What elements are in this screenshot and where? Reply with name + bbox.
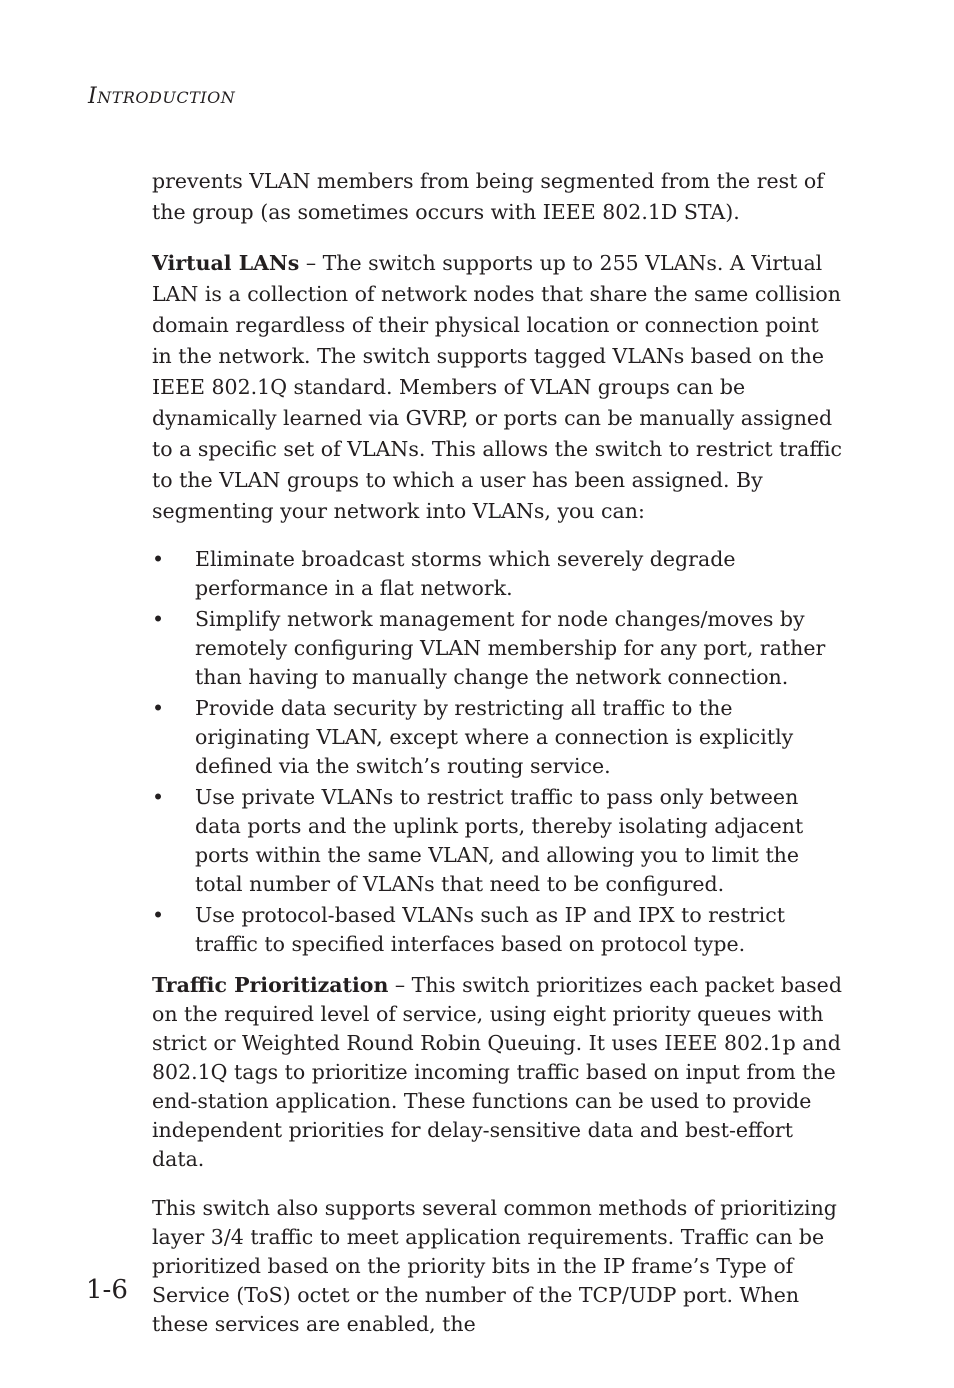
header-initial: I <box>88 84 98 109</box>
vlan-description: – The switch supports up to 255 VLANs. A Virtual LAN is a collection of network nodes that share the same collision domain regardless of their physical location or connection point in the network. The switch supports tagged VLANs based on the IEEE 802.1Q standard. Members of VLAN groups can be dynamically learned via GVRP, or ports can be manually assigned to a specific set of VLANs. This allows the switch to restrict traffic to the VLAN groups to which a user has been assigned. By segmenting your network into VLANs, you can: <box>152 251 843 523</box>
list-item <box>152 605 844 692</box>
vlan-benefits-list <box>152 545 844 959</box>
traffic-paragraph <box>152 971 844 1174</box>
list-item-text: Provide data security by restricting all traffic to the originating VLAN, except where a connection is explicitly defined via the switch’s routing service. <box>195 696 794 778</box>
list-item-text: Use protocol-based VLANs such as IP and IPX to restrict traffic to specified interfaces based on protocol type. <box>195 903 785 956</box>
header-title-rest: NTRODUCTION <box>97 88 236 107</box>
body-text <box>152 166 844 1359</box>
bullet-icon: • <box>152 903 165 927</box>
bullet-icon: • <box>152 696 165 720</box>
intro-paragraph: prevents VLAN members from being segmented from the rest of the group (as sometimes occurs with IEEE 802.1D STA). <box>152 169 824 224</box>
list-item-text: Simplify network management for node changes/moves by remotely configuring VLAN membership for any port, rather than having to manually change the network connection. <box>195 607 826 689</box>
bullet-icon: • <box>152 785 165 809</box>
vlan-term: Virtual LANs <box>152 251 300 275</box>
list-item <box>152 783 844 899</box>
list-item <box>152 901 844 959</box>
bullet-icon: • <box>152 547 165 571</box>
layer34-paragraph: This switch also supports several common methods of prioritizing layer 3/4 traffic to meet application requirements. Traffic can be prioritized based on the priority bits in the IP frame’s Type of Service (ToS) octet or the number of the TCP/UDP port. When these services are enabled, the <box>152 1196 837 1336</box>
traffic-term: Traffic Prioritization <box>152 973 389 997</box>
list-item-text: Use private VLANs to restrict traffic to pass only between data ports and the uplink ports, thereby isolating adjacent ports within the same VLAN, and allowing you to limit the total number of VLANs that need to be configured. <box>195 785 804 896</box>
bullet-icon: • <box>152 607 165 631</box>
list-item <box>152 694 844 781</box>
list-item-text: Eliminate broadcast storms which severely degrade performance in a flat network. <box>195 547 736 600</box>
traffic-description: – This switch prioritizes each packet based on the required level of service, using eight priority queues with strict or Weighted Round Robin Queuing. It uses IEEE 802.1p and 802.1Q tags to prioritize incoming traffic based on input from the end-station application. These functions can be used to provide independent priorities for delay-sensitive data and best-effort data. <box>152 973 842 1171</box>
running-header <box>88 84 235 109</box>
page-number: 1-6 <box>86 1275 128 1305</box>
vlan-paragraph <box>152 248 844 527</box>
list-item <box>152 545 844 603</box>
